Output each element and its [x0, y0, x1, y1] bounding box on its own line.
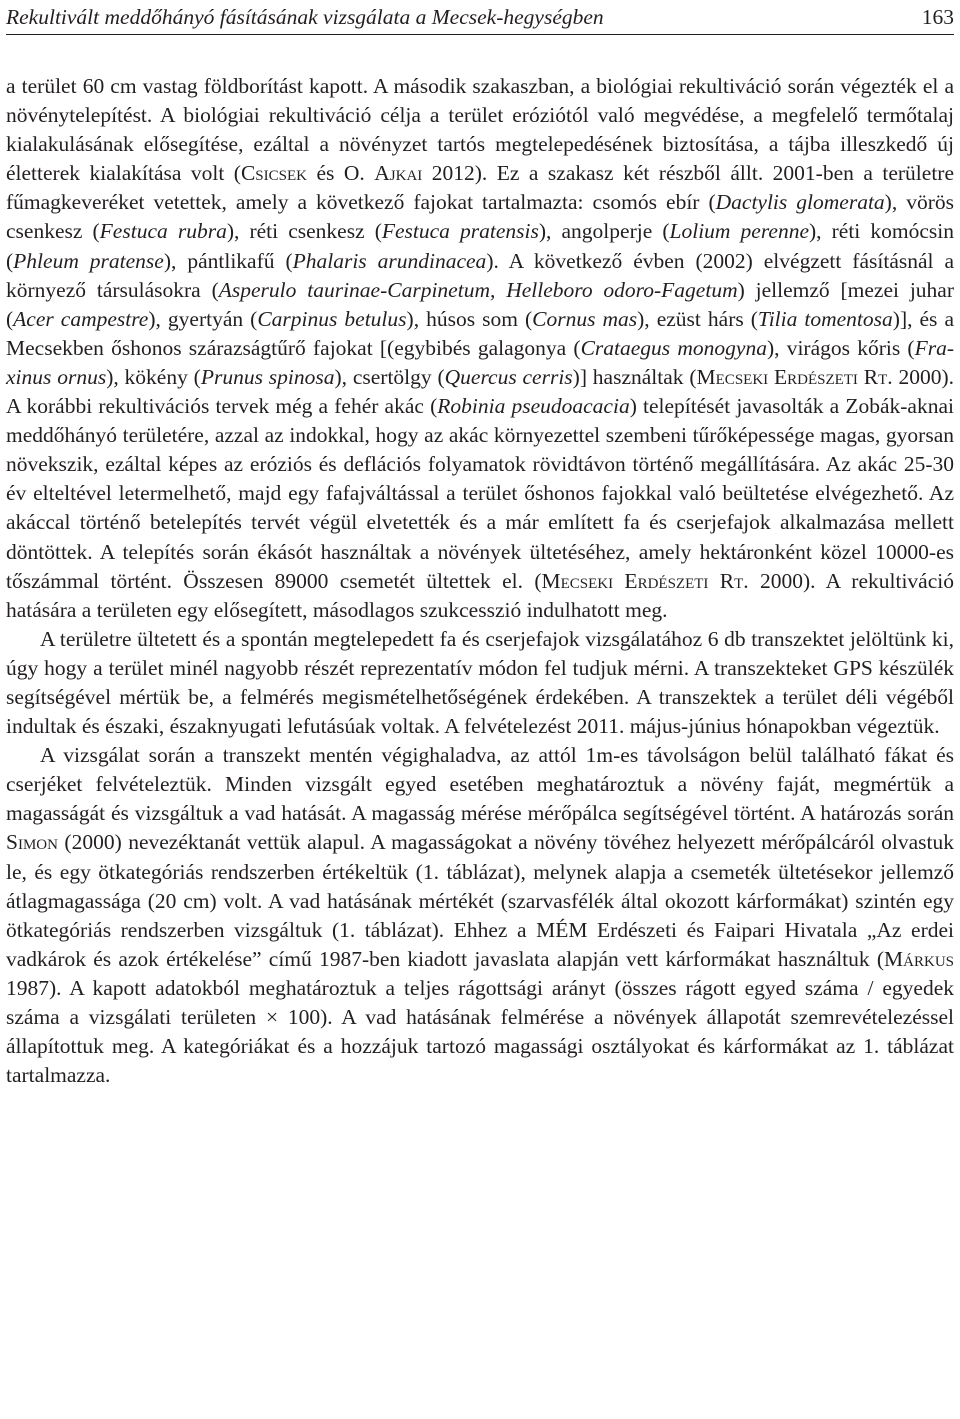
text-run: (2000) nevezéktanát vettük alapul. A magasságokat a növény tövéhez helyezett mérőpálcáról olvastuk le, és egy ötkategóriás rendszerben értékeltük (1. táblázat), melynek alapja a csemeték ültetésekor jellemző átlagmagassága (20 cm) volt. A vad hatásának mértékét (szarvasfélék által okozott kárformákat) szintén egy ötkategóriás rendszerben vizsgáltuk (1. táblázat). Ehhez a MÉM Erdészeti és Faipari Hivatala „Az erdei vadkárok és azok értékelése” című 1987-ben kiadott javaslata alapján vett kárformákat használtuk ( [6, 830, 954, 971]
small-caps-text-run: Mecseki Erdészeti Rt. [696, 364, 893, 389]
italic-text-run: Carpinus betulus [257, 306, 407, 331]
small-caps-text-run: Ajkai [374, 161, 423, 186]
text-run: ), vörös csenkesz ( [6, 190, 954, 244]
italic-text-run: Acer campestre [13, 306, 149, 331]
italic-text-run: Crataegus monogyna [580, 335, 767, 360]
text-run: ), húsos som ( [406, 306, 533, 331]
body-text [6, 72, 954, 1090]
text-run: 2000). A korábbi rekultivációs tervek még a fehér akác ( [6, 364, 954, 419]
italic-text-run: Robinia pseudoacacia [437, 394, 630, 419]
text-run: ), virágos kőris ( [766, 335, 915, 360]
paragraph-3 [6, 741, 954, 1090]
italic-text-run: Quercus cerris [444, 364, 573, 389]
italic-text-run: Phalaris arundinacea [292, 248, 487, 273]
text-run: ), ezüst hárs ( [637, 306, 758, 331]
text-run: 2012). Ez a szakasz két részből állt. 2001-ben a területre fűmagkeveréket vetettek, amely a következő fajokat tartalmazta: csomós ebír ( [6, 161, 954, 215]
italic-text-run: Phleum pratense [13, 248, 164, 273]
running-header [6, 4, 954, 35]
text-run: )] használtak ( [572, 364, 697, 389]
small-caps-text-run: Mecseki Erdészeti Rt. [541, 568, 749, 593]
text-run: és O. [307, 161, 375, 186]
text-run: A vizsgálat során a transzekt mentén végighaladva, az attól 1m-es távolságon belül található fákat és cserjéket felvételeztük. Minden vizsgált egyed esetében meghatároztuk a növény faját, megmértük a magasságát és vizsgáltuk a vad hatását. A magasság mérése mérőpálca segítségével történt. A határozás során [6, 743, 954, 826]
italic-text-run: Tilia tomentosa [757, 306, 893, 331]
text-run: ) telepítését javasolták a Zobák-aknai meddőhányó területére, azzal az indokkal, hogy az akác környezettel szembeni tűrőképessége magas, gyorsan növekszik, ezáltal képes az eróziós és deflációs folyamatok rövidtávon történő megállítására. Az akác 25-30 év elteltével letermelhető, majd egy fafajváltással a terület őshonos fajokkal való beültetése elvégezhető. Az akáccal történő betelepítés tervét végül elvetették és a már említett fa és cserjefajok alkalmazása mellett döntöttek. A telepítés során ékásót használtak a növények ültetéséhez, amely hektáronként közel 10000-es tőszámmal történt. Összesen 89000 csemetét ültettek el. ( [6, 394, 954, 593]
paragraph-1 [6, 72, 954, 625]
text-run: ), kökény ( [106, 364, 201, 389]
italic-text-run: Dactylis glomerata [715, 190, 885, 215]
italic-text-run: Festuca rubra [99, 219, 227, 244]
page-number: 163 [921, 5, 954, 29]
italic-text-run: Festuca pratensis [381, 219, 539, 244]
text-run: ), angolperje ( [538, 219, 670, 244]
small-caps-text-run: Csicsek [240, 161, 307, 186]
italic-text-run: Cornus mas [532, 306, 638, 331]
text-run: a terület 60 cm vastag földborítást kapott. A második szakaszban, a biológiai rekultiváció során végezték el a növénytelepítést. A biológiai rekultiváció célja a terület eróziótól való megvédése, a megfelelő termőtalaj kialakulásának elősegítése, ezáltal a növényzet tartós megtelepedésének biztosítása, a tájba illeszkedő új életterek kialakítása volt ( [6, 74, 954, 186]
small-caps-text-run: Simon [6, 830, 58, 855]
text-run: A területre ültetett és a spontán megtelepedett fa és cserjefajok vizsgálatához 6 db transzektet jelöltünk ki, úgy hogy a terület minél nagyobb részét reprezentatív módon fel tudjuk mérni. A transzekteket GPS készülék segítségével mértük be, a felmérés megismételhetőségének érdekében. A transzektek a terület déli végéből indultak és északi, északnyugati lefutásúak voltak. A felvételezést 2011. május-június hónapokban végeztük. [6, 626, 954, 739]
small-caps-text-run: Márkus [884, 946, 954, 971]
italic-text-run: Prunus spinosa [200, 364, 335, 389]
text-run: ) jellemző [mezei juhar ( [6, 277, 954, 331]
text-run: ), pántlikafű ( [163, 248, 293, 273]
running-title: Rekultivált meddőhányó fásításának vizsgálata a Mecsek-hegységben [6, 5, 604, 29]
text-run: ), csertölgy ( [334, 364, 445, 389]
text-run: 2000). A rekultiváció hatására a területen egy elősegített, másodlagos szukcesszió indulhatott meg. [6, 568, 954, 622]
text-run: ). A következő évben (2002) elvégzett fásításnál a környező társulásokra ( [6, 248, 954, 302]
italic-text-run: Lolium perenne [669, 219, 809, 244]
italic-text-run: Fraxinus ornus [6, 335, 954, 389]
text-run: ), réti komócsin ( [6, 219, 954, 273]
italic-text-run: Asperulo taurinae-Carpinetum, Helleboro odoro-Fagetum [218, 277, 738, 302]
text-run: )], és a Mecsekben őshonos szárazságtűrő fajokat [(egybibés galagonya ( [6, 306, 954, 360]
paragraph-2 [6, 625, 954, 741]
text-run: ), gyertyán ( [148, 306, 258, 331]
text-run: ), réti csenkesz ( [226, 219, 382, 244]
text-run: 1987). A kapott adatokból meghatároztuk a teljes rágottsági arányt (összes rágott egyed száma / egyedek száma a vizsgálati területen × 100). A vad hatásának felmérése a növények állapotát szemrevételezéssel állapítottuk meg. A kategóriákat és a hozzájuk tartozó magassági osztályokat és kárformákat az 1. táblázat tartalmazza. [6, 975, 954, 1088]
